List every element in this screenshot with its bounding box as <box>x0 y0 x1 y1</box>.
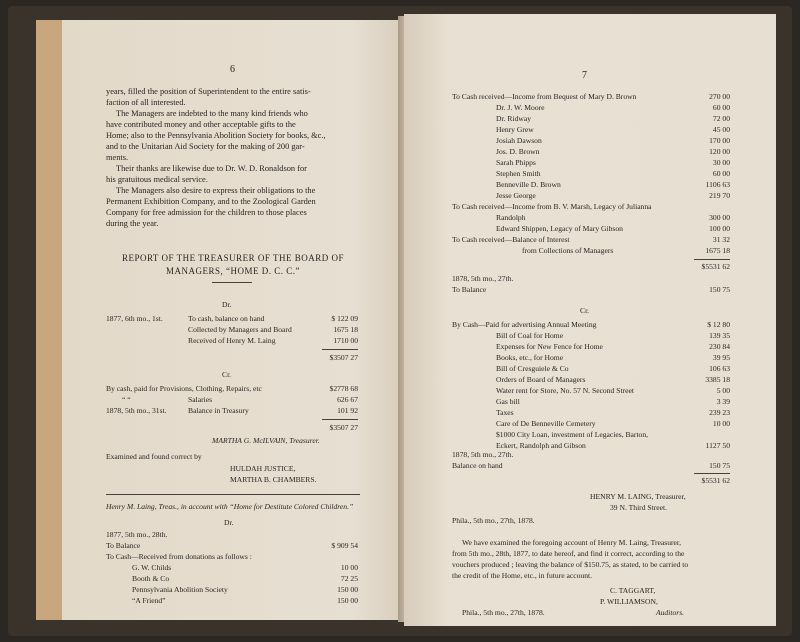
dr-amount: 1710 00 <box>333 336 358 345</box>
ledger-desc: Benneville D. Brown <box>496 180 561 189</box>
ledger-desc: Sarah Phipps <box>496 158 536 167</box>
ledger-amount: 45 00 <box>712 125 730 134</box>
cr-label: Cr. <box>580 306 590 315</box>
ledger-desc: Taxes <box>496 408 514 417</box>
auditors-label: Auditors. <box>656 608 685 617</box>
ledger-desc: Bill of Cresguiele & Co <box>496 364 569 373</box>
text-line: during the year. <box>106 219 159 228</box>
text-line: The Managers are indebted to the many kind friends who <box>116 109 308 118</box>
text-line: faction of all interested. <box>106 98 186 107</box>
ledger-desc: By Cash—Paid for advertising Annual Meeting <box>452 320 597 329</box>
expense-date: 1878, 5th mo., 27th. <box>452 450 514 459</box>
examined-text: Examined and found correct by <box>106 452 202 461</box>
text-line: years, filled the position of Superintendent to the entire satis- <box>106 87 311 96</box>
text-line: have contributed money and other acceptable gifts to the <box>106 120 296 129</box>
cr-total: $3507 27 <box>329 423 358 432</box>
balance-label: To Balance <box>452 285 487 294</box>
text-line: Their thanks are likewise due to Dr. W. D. Ronaldson for <box>116 164 307 173</box>
ledger-desc: Edward Shippen, Legacy of Mary Gibson <box>496 224 623 233</box>
dr-amount: $ 122 09 <box>331 314 358 323</box>
text-line: The Managers also desire to express their obligations to the <box>116 186 316 195</box>
ledger-desc: Dr. J. W. Moore <box>496 103 545 112</box>
ledger-amount: 139 35 <box>709 331 730 340</box>
ledger-desc: Henry Grew <box>496 125 534 134</box>
ledger-desc: Water rent for Store, No. 57 N. Second Street <box>496 386 634 395</box>
report-subheading: MANAGERS, “HOME D. C. C.” <box>166 266 300 276</box>
account-desc: Booth & Co <box>132 574 170 583</box>
ledger-amount: 3385 18 <box>705 375 730 384</box>
cr-amount: $2778 68 <box>329 384 358 393</box>
expense-balance-label: Balance on hand <box>452 461 503 470</box>
ledger-amount: 72 00 <box>712 114 730 123</box>
ledger-desc: To Cash received—Income from Bequest of Mary D. Brown <box>452 92 637 101</box>
right-page <box>404 14 776 626</box>
account-desc: “A Friend” <box>132 596 166 605</box>
divider <box>106 494 360 495</box>
treasurer-signature: HENRY M. LAING, Treasurer, <box>590 492 686 501</box>
dr-desc: Collected by Managers and Board <box>188 325 292 334</box>
ledger-amount: 1106 63 <box>705 180 730 189</box>
phila-date: Phila., 5th mo., 27th, 1878. <box>452 516 535 525</box>
account-heading: Henry M. Laing, Treas., in account with “Home for Destitute Colored Children.” <box>106 502 354 511</box>
sum-rule <box>322 419 358 420</box>
audit-text-line: We have examined the foregoing account of Henry M. Laing, Treasurer, <box>462 538 682 547</box>
text-line: Home; also to the Pennsylvania Abolition Society for books, &c., <box>106 131 326 140</box>
ledger-amount: 239 23 <box>709 408 730 417</box>
page-number: 7 <box>582 70 587 81</box>
ledger-desc: Orders of Board of Managers <box>496 375 586 384</box>
ledger-desc: Jos. D. Brown <box>496 147 540 156</box>
audit-text-line: vouchers produced ; leaving the balance of $150.75, as stated, to be carried to <box>452 560 689 569</box>
cr-label: Cr. <box>222 370 232 379</box>
account-amount: 10 00 <box>340 563 358 572</box>
ledger-desc: To Cash received—Income from B. V. Marsh, Legacy of Julianna <box>452 202 652 211</box>
auditor-name: P. WILLIAMSON, <box>600 597 658 606</box>
ledger-amount: 219 70 <box>709 191 730 200</box>
ledger-desc: Josiah Dawson <box>496 136 542 145</box>
sum-rule <box>322 349 358 350</box>
page-number: 6 <box>230 64 235 75</box>
dr-desc: To cash, balance on hand <box>188 314 265 323</box>
cr-desc: Balance in Treasury <box>188 406 249 415</box>
cr-date: “ “ <box>122 395 131 404</box>
ledger-amount: 1675 18 <box>705 246 730 255</box>
ledger-desc: Gas bill <box>496 397 520 406</box>
dr-amount: 1675 18 <box>333 325 358 334</box>
text-line: and to the Unitarian Aid Society for the making of 200 gar- <box>106 142 305 151</box>
dr-desc: Received of Henry M. Laing <box>188 336 276 345</box>
dr-date: 1877, 6th mo., 1st. <box>106 314 163 323</box>
ledger-desc: Expenses for New Fence for Home <box>496 342 603 351</box>
ledger-desc: Randolph <box>496 213 526 222</box>
divider <box>212 282 252 283</box>
text-line: Permanent Exhibition Company, and to the Zoological Garden <box>106 197 316 206</box>
ledger-desc: Eckert, Randolph and Gibson <box>496 441 586 450</box>
ledger-amount: 39 95 <box>712 353 730 362</box>
ledger-amount: 106 63 <box>709 364 730 373</box>
account-amount: $ 909 54 <box>331 541 358 550</box>
ledger-amount: 100 00 <box>709 224 730 233</box>
audit-date: Phila., 5th mo., 27th, 1878. <box>462 608 545 617</box>
left-page <box>62 20 402 620</box>
balance-date: 1878, 5th mo., 27th. <box>452 274 514 283</box>
account-desc: G. W. Childs <box>132 563 172 572</box>
account-date: 1877, 5th mo., 28th. <box>106 530 168 539</box>
ledger-amount: 5 00 <box>716 386 730 395</box>
income-total: $5531 62 <box>701 262 730 271</box>
ledger-desc: Jesse George <box>496 191 536 200</box>
dr-total: $3507 27 <box>329 353 358 362</box>
ledger-amount: 31 32 <box>712 235 730 244</box>
ledger-amount: $ 12 80 <box>707 320 730 329</box>
account-amount: 150 00 <box>337 585 358 594</box>
ledger-amount: 60 00 <box>712 103 730 112</box>
ledger-desc: Bill of Coal for Home <box>496 331 564 340</box>
account-dr-label: Dr. <box>224 518 234 527</box>
ledger-amount: 120 00 <box>709 147 730 156</box>
ledger-amount: 1127 50 <box>705 441 730 450</box>
cr-date: 1878, 5th mo., 31st. <box>106 406 167 415</box>
text-line: his gratuitous medical service. <box>106 175 208 184</box>
ledger-amount: 300 00 <box>709 213 730 222</box>
cr-amount: 626 67 <box>337 395 358 404</box>
treasurer-address: 39 N. Third Street. <box>610 503 668 512</box>
cr-desc: By cash, paid for Provisions, Clothing, Repairs, etc <box>106 384 262 393</box>
auditor-name: C. TAGGART, <box>610 586 656 595</box>
report-heading: REPORT OF THE TREASURER OF THE BOARD OF <box>121 253 345 263</box>
signer-name: MARTHA B. CHAMBERS. <box>230 475 317 484</box>
balance-amount: 150 75 <box>709 285 730 294</box>
ledger-amount: 60 00 <box>712 169 730 178</box>
text-line: ments. <box>106 153 129 162</box>
account-amount: 150 00 <box>337 596 358 605</box>
cr-amount: 101 92 <box>337 406 358 415</box>
audit-text-line: the credit of the Home, etc., in future account. <box>452 571 593 580</box>
ledger-desc: To Cash received—Balance of Interest <box>452 235 570 244</box>
dr-label: Dr. <box>222 300 232 309</box>
account-desc: To Balance <box>106 541 141 550</box>
ledger-amount: 170 00 <box>709 136 730 145</box>
text-line: Company for free admission for the children to those places <box>106 208 307 217</box>
ledger-desc: Dr. Ridway <box>496 114 532 123</box>
sum-rule <box>694 259 730 260</box>
ledger-desc: $1000 City Loan, investment of Legacies, Barton, <box>496 430 649 439</box>
signer-name: HULDAH JUSTICE, <box>230 464 296 473</box>
ledger-amount: 230 84 <box>709 342 730 351</box>
expense-balance-amount: 150 75 <box>709 461 730 470</box>
ledger-amount: 30 00 <box>712 158 730 167</box>
account-amount: 72 25 <box>340 574 358 583</box>
cr-desc: Salaries <box>188 395 213 404</box>
ledger-desc: Books, etc., for Home <box>496 353 564 362</box>
account-desc: To Cash—Received from donations as follows : <box>106 552 252 561</box>
ledger-desc: Care of De Benneville Cemetery <box>496 419 596 428</box>
treasurer-signature: MARTHA G. McILVAIN, Treasurer. <box>212 436 320 445</box>
ledger-amount: 270 00 <box>709 92 730 101</box>
ledger-desc: Stephen Smith <box>496 169 541 178</box>
account-desc: Pennsylvania Abolition Society <box>132 585 228 594</box>
ledger-desc: from Collections of Managers <box>522 246 614 255</box>
ledger-amount: 10 00 <box>712 419 730 428</box>
expense-total: $5531 62 <box>701 476 730 485</box>
ledger-amount: 3 39 <box>716 397 730 406</box>
sum-rule <box>694 473 730 474</box>
audit-text-line: from 5th mo., 28th, 1877, to date hereof, and find it correct, according to the <box>452 549 685 558</box>
